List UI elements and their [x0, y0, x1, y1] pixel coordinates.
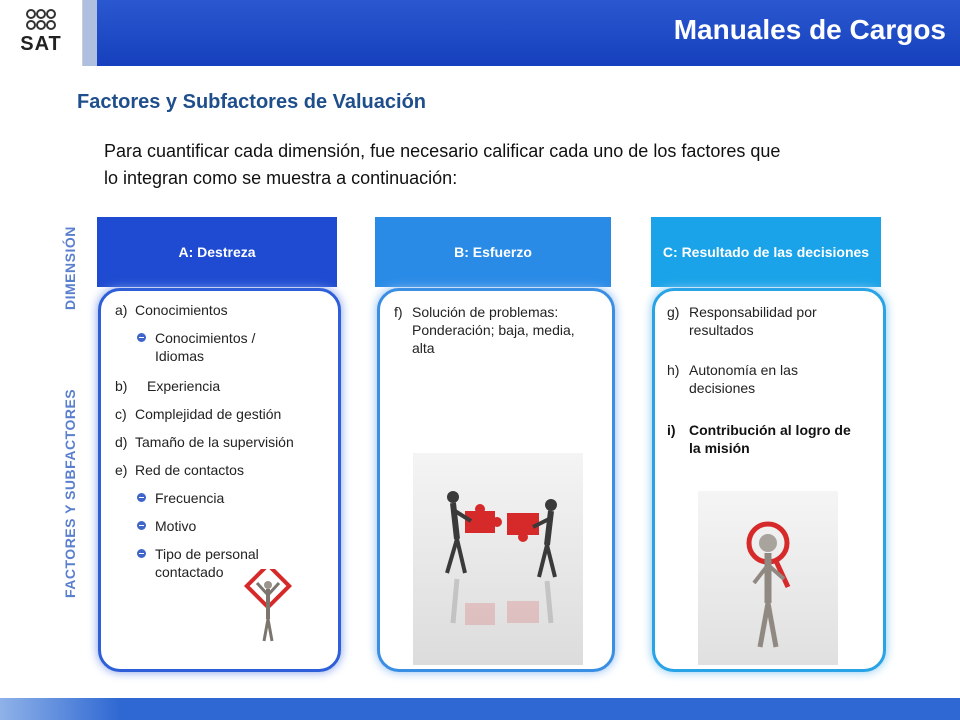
list-item: [667, 361, 872, 397]
sub-item-text: Tipo de personal: [155, 546, 259, 562]
list-item: [115, 301, 325, 319]
list-item: [115, 433, 330, 451]
panel-esfuerzo: [377, 288, 615, 672]
item-label: f): [394, 304, 403, 320]
column-header-a: A: Destreza: [97, 217, 337, 287]
item-text: resultados: [689, 322, 754, 338]
column-header-b: B: Esfuerzo: [375, 217, 611, 287]
item-label: c): [115, 406, 127, 422]
dimension-side-label: DIMENSIÓN: [62, 226, 78, 310]
panel-destreza: [98, 288, 341, 672]
sub-item-text: contactado: [155, 564, 224, 580]
bullet-icon: [137, 493, 146, 502]
item-text: alta: [412, 340, 435, 356]
item-text: Conocimientos: [135, 302, 228, 318]
item-label: a): [115, 302, 128, 318]
header-accent: [83, 0, 97, 66]
header-bar: [97, 0, 960, 66]
sub-item: [137, 517, 317, 535]
item-text: Responsabilidad por: [689, 304, 817, 320]
item-label: h): [667, 362, 680, 378]
list-item: [115, 377, 325, 395]
magnifier-figure-illustration: [698, 491, 838, 665]
item-text: decisiones: [689, 380, 756, 396]
item-text: Experiencia: [147, 378, 221, 394]
item-label: g): [667, 304, 680, 320]
item-text: Red de contactos: [135, 462, 244, 478]
item-label: e): [115, 462, 128, 478]
intro-text: [104, 138, 864, 192]
list-item: [115, 461, 325, 479]
intro-line-1: Para cuantificar cada dimensión, fue necesario calificar cada uno de los factores que: [104, 141, 781, 161]
sub-item: [137, 489, 317, 507]
intro-line-2: lo integran como se muestra a continuación:: [104, 168, 458, 188]
column-header-c: C: Resultado de las decisiones: [651, 217, 881, 287]
bullet-icon: [137, 333, 146, 342]
section-title: Factores y Subfactores de Valuación: [77, 91, 427, 113]
header: [0, 0, 960, 66]
bullet-icon: [137, 549, 146, 558]
item-text: Complejidad de gestión: [135, 406, 282, 422]
sub-item: [137, 329, 317, 365]
item-label: d): [115, 434, 128, 450]
sat-logo: [0, 0, 83, 66]
list-item: [394, 303, 604, 357]
warning-sign-figure-illustration: [239, 569, 301, 643]
list-item: [115, 405, 330, 423]
factors-side-label: FACTORES Y SUBFACTORES: [62, 388, 78, 598]
item-text: la misión: [689, 440, 750, 456]
footer-bar: [0, 698, 960, 720]
sub-item-text: Frecuencia: [155, 490, 225, 506]
list-item-highlighted: [667, 421, 877, 457]
sub-item-text: Idiomas: [155, 348, 205, 364]
item-text: Autonomía en las: [689, 362, 798, 378]
list-item: [667, 303, 872, 339]
item-text: Tamaño de la supervisión: [135, 434, 294, 450]
sub-item-text: Conocimientos /: [155, 330, 256, 346]
page-title: Manuales de Cargos: [673, 14, 946, 45]
item-text: Ponderación; baja, media,: [412, 322, 575, 338]
panel-resultado: [652, 288, 886, 672]
item-label: i): [667, 422, 676, 438]
bullet-icon: [137, 521, 146, 530]
logo-text: SAT: [20, 33, 62, 55]
item-text: Solución de problemas:: [412, 304, 559, 320]
item-text: Contribución al logro de: [689, 422, 851, 438]
logo-dots-icon: [26, 9, 56, 31]
puzzle-figures-illustration: [413, 453, 583, 665]
sub-item-text: Motivo: [155, 518, 197, 534]
item-label: b): [115, 378, 128, 394]
